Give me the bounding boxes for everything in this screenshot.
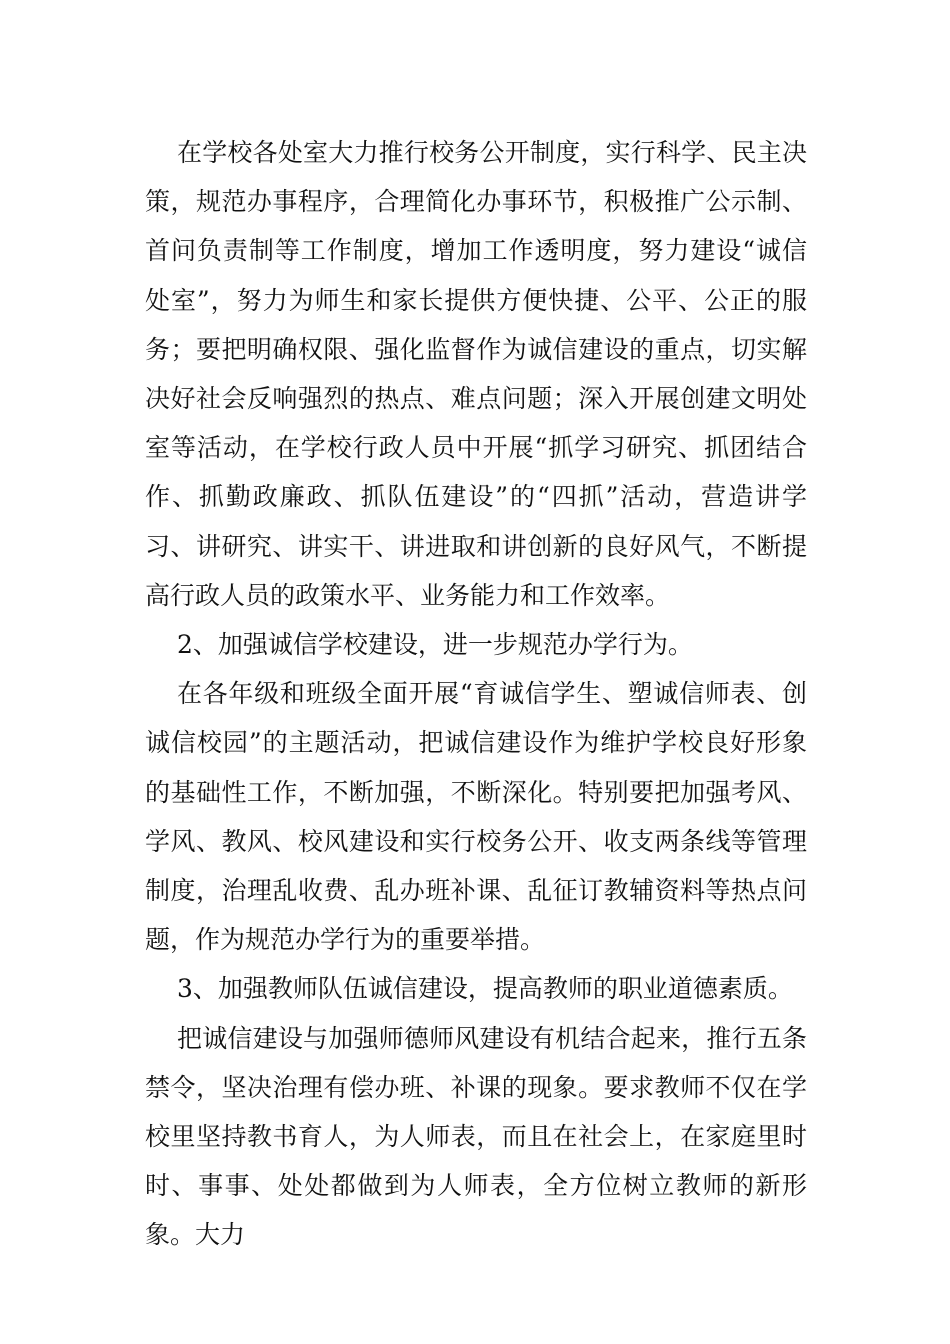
paragraph-teacher-integrity: 把诚信建设与加强师德师风建设有机结合起来，推行五条禁令，坚决治理有偿办班、补课的现象。要求教师不仅在学校里坚持教书育人，为人师表，而且在社会上，在家庭里时时、事事、处处都做到为人师表，全方位树立教师的新形象。大力 (145, 1023, 807, 1250)
heading-integrity-school: 2、加强诚信学校建设，进一步规范办学行为。 (177, 630, 693, 660)
heading-teacher-integrity: 3、加强教师队伍诚信建设，提高教师的职业道德素质。 (177, 974, 793, 1004)
document-page (145, 128, 807, 1260)
paragraph-office-openness: 在学校各处室大力推行校务公开制度，实行科学、民主决策，规范办事程序，合理简化办事环节，积极推广公示制、首问负责制等工作制度，增加工作透明度，努力建设“诚信处室”，努力为师生和家长提供方便快捷、公平、公正的服务；要把明确权限、强化监督作为诚信建设的重点，切实解决好社会反响强烈的热点、难点问题；深入开展创建文明处室等活动，在学校行政人员中开展“抓学习研究、抓团结合作、抓勤政廉政、抓队伍建设”的“四抓”活动，营造讲学习、讲研究、讲实干、讲进取和讲创新的良好风气，不断提高行政人员的政策水平、业务能力和工作效率。 (145, 138, 807, 610)
paragraph-integrity-school: 在各年级和班级全面开展“育诚信学生、塑诚信师表、创诚信校园”的主题活动，把诚信建设作为维护学校良好形象的基础性工作，不断加强，不断深化。特别要把加强考风、学风、教风、校风建设和实行校务公开、收支两条线等管理制度，治理乱收费、乱办班补课、乱征订教辅资料等热点问题，作为规范办学行为的重要举措。 (145, 679, 807, 955)
